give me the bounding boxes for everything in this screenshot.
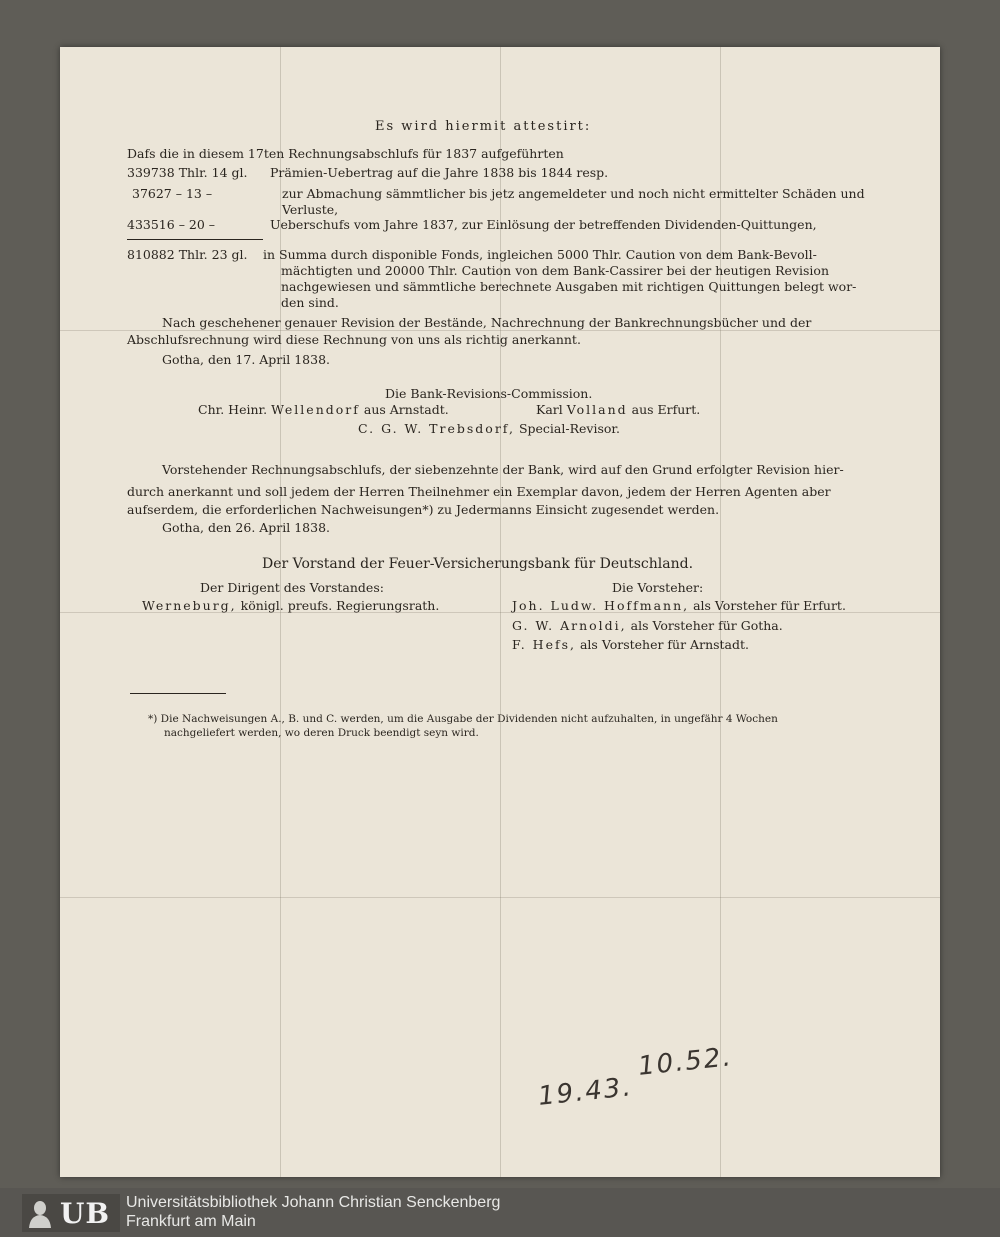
signatory-title: als Vorsteher für Gotha. <box>630 618 783 633</box>
approval-paragraph: aufserdem, die erforderlichen Nachweisungen*) zu Jedermanns Einsicht zugesendet werden. <box>127 502 720 517</box>
logo-text: UB <box>60 1197 111 1230</box>
total-amount: 810882 Thlr. 23 gl. <box>127 247 248 262</box>
commission-title: Die Bank-Revisions-Commission. <box>385 386 593 401</box>
heading: Es wird hiermit attestirt: <box>375 119 592 134</box>
vorsteher-signature <box>512 618 783 634</box>
vorsteher-label: Die Vorsteher: <box>612 580 704 595</box>
library-footer <box>0 1188 1000 1237</box>
vorsteher-signature <box>512 637 749 653</box>
member-name: Volland <box>566 402 628 417</box>
footnote-rule <box>130 693 226 694</box>
bust-icon <box>26 1198 54 1228</box>
commission-member <box>198 402 449 418</box>
signatory-title: als Vorsteher für Erfurt. <box>693 598 846 613</box>
dirigent-label: Der Dirigent des Vorstandes: <box>200 580 384 595</box>
board-title: Der Vorstand der Feuer-Versicherungsbank für Deutschland. <box>262 556 694 572</box>
commission-member <box>358 421 620 437</box>
member-name: Wellendorf <box>271 402 360 417</box>
approval-paragraph: durch anerkannt und soll jedem der Herren Theilnehmer ein Exemplar davon, jedem der Herren Agenten aber <box>127 484 831 499</box>
total-text: den sind. <box>281 295 339 310</box>
signatory-name: Joh. Ludw. Hoffmann, <box>512 598 690 613</box>
library-name: Universitätsbibliothek Johann Christian Senckenberg <box>126 1194 501 1211</box>
revision-paragraph: Abschlufsrechnung wird diese Rechnung von uns als richtig anerkannt. <box>127 332 581 347</box>
member-place: aus Arnstadt. <box>363 402 449 417</box>
signatory-name: F. Hefs, <box>512 637 576 652</box>
signatory-title: als Vorsteher für Arnstadt. <box>579 637 750 652</box>
entry-amount: 339738 Thlr. 14 gl. <box>127 165 248 180</box>
total-text: nachgewiesen und sämmtliche berechnete Ausgaben mit richtigen Quittungen belegt wor- <box>281 279 857 294</box>
member-prefix: Karl <box>536 402 563 417</box>
library-location: Frankfurt am Main <box>126 1213 256 1230</box>
entry-amount: 433516 – 20 – <box>127 217 216 232</box>
member-role: Special-Revisor. <box>518 421 620 436</box>
member-prefix: Chr. Heinr. <box>198 402 268 417</box>
footnote: *) Die Nachweisungen A., B. und C. werden, um die Ausgabe der Dividenden nicht aufzuhalten, in ungefähr 4 Wochen <box>148 713 778 725</box>
library-logo <box>22 1194 120 1232</box>
dirigent-signature <box>142 598 439 614</box>
handwritten-note: 19.43. <box>536 1072 635 1112</box>
approval-paragraph: Vorstehender Rechnungsabschlufs, der siebenzehnte der Bank, wird auf den Grund erfolgter Revision hier- <box>162 462 844 477</box>
entry-text-continued: Verluste, <box>282 202 339 217</box>
fold-line-horizontal <box>60 897 940 898</box>
revision-paragraph: Nach geschehener genauer Revision der Bestände, Nachrechnung der Bankrechnungsbücher und der <box>162 315 812 330</box>
commission-member <box>536 402 700 418</box>
date-line: Gotha, den 17. April 1838. <box>162 352 331 367</box>
intro-line: Dafs die in diesem 17ten Rechnungsabschlufs für 1837 aufgeführten <box>127 146 564 161</box>
sum-rule <box>127 239 263 240</box>
signatory-name: Werneburg, <box>142 598 237 613</box>
footnote: nachgeliefert werden, wo deren Druck beendigt seyn wird. <box>164 727 479 739</box>
signatory-title: königl. preufs. Regierungsrath. <box>240 598 440 613</box>
member-name: C. G. W. Trebsdorf, <box>358 421 515 436</box>
handwritten-note: 10.52. <box>636 1042 735 1082</box>
vorsteher-signature <box>512 598 846 614</box>
entry-text: zur Abmachung sämmtlicher bis jetz angemeldeter und noch nicht ermittelter Schäden und <box>282 186 865 201</box>
member-place: aus Erfurt. <box>631 402 701 417</box>
document-page <box>60 47 940 1177</box>
signatory-name: G. W. Arnoldi, <box>512 618 627 633</box>
entry-text: Ueberschufs vom Jahre 1837, zur Einlösung der betreffenden Dividenden-Quittungen, <box>270 217 817 232</box>
date-line: Gotha, den 26. April 1838. <box>162 520 331 535</box>
total-text: in Summa durch disponible Fonds, ingleichen 5000 Thlr. Caution von dem Bank-Bevoll- <box>263 247 817 262</box>
total-text: mächtigten und 20000 Thlr. Caution von dem Bank-Cassirer bei der heutigen Revision <box>281 263 829 278</box>
entry-amount: 37627 – 13 – <box>132 186 213 201</box>
entry-text: Prämien-Uebertrag auf die Jahre 1838 bis 1844 resp. <box>270 165 609 180</box>
